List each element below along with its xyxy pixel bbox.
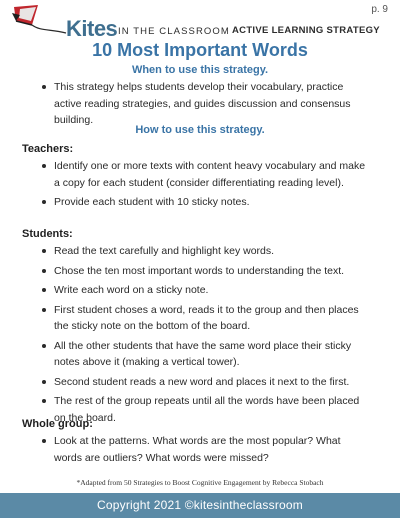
teachers-label: Teachers:: [22, 143, 74, 155]
list-item: Provide each student with 10 sticky notes.: [0, 194, 400, 211]
list-item: Chose the ten most important words to understanding the text.: [0, 263, 400, 280]
list-item: First student choses a word, reads it to the group and then places the sticky note on the bottom of the board.: [0, 302, 400, 335]
students-list: [0, 243, 400, 426]
brand-tagline: IN THE CLASSROOM: [118, 26, 230, 37]
teachers-list: [0, 158, 400, 211]
strategy-type: ACTIVE LEARNING STRATEGY: [232, 25, 380, 36]
list-item: Write each word on a sticky note.: [0, 282, 400, 299]
when-list: [0, 79, 400, 129]
list-item: The rest of the group repeats until all the words have been placed on the board.: [0, 393, 400, 426]
page-title: 10 Most Important Words: [92, 40, 308, 60]
source-footnote: *Adapted from 50 Strategies to Boost Cognitive Engagement by Rebecca Stobach: [76, 478, 324, 487]
how-heading: How to use this strategy.: [135, 124, 265, 136]
list-item: Read the text carefully and highlight key words.: [0, 243, 400, 260]
whole-group-label: Whole group:: [22, 418, 93, 430]
list-item: Look at the patterns. What words are the most popular? What words are outliers? What words were missed?: [0, 433, 400, 466]
page-number: p. 9: [371, 4, 388, 15]
whole-group-list: [0, 433, 400, 466]
list-item: This strategy helps students develop their vocabulary, practice active reading strategies, and guides discussion and consensus building.: [0, 79, 400, 129]
footer-bar: [0, 493, 400, 518]
page-header: [0, 0, 400, 44]
when-heading: When to use this strategy.: [131, 64, 269, 76]
students-label: Students:: [22, 228, 73, 240]
brand-name: Kites: [66, 16, 118, 41]
list-item: Identify one or more texts with content heavy vocabulary and make a copy for each student (consider differentiating reading level).: [0, 158, 400, 191]
copyright-text: Copyright 2021 ©kitesintheclassroom: [97, 498, 303, 512]
list-item: All the other students that have the same word place their sticky notes above it (making a vertical tower).: [0, 338, 400, 371]
list-item: Second student reads a new word and places it next to the first.: [0, 374, 400, 391]
